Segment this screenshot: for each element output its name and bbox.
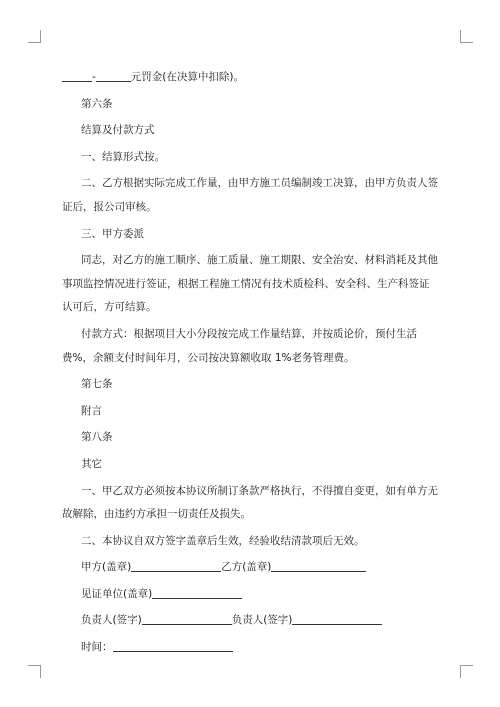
signature-witness-line: 见证单位(盖章) (62, 583, 438, 607)
signature-party-line: 甲方(盖章) 乙方(盖章) (62, 556, 438, 580)
supervision-paragraph: 同志，对乙方的施工顺序、施工质量、施工期限、安全治安、材料消耗及其他事项监控情况进行签证，根据工程施工情况有技术质检科、安全科、生产科签证认可后，方可结算。 (62, 254, 438, 314)
blank-field (62, 69, 92, 82)
clause-supervisor: 三、甲方委派 (81, 227, 144, 240)
date-blank (113, 639, 233, 652)
clause-effective: 二、本协议自双方签字盖章后生效，经验收结清款项后无效。 (81, 534, 365, 547)
article-8-heading: 第八条 (81, 431, 113, 444)
signature-blank (152, 586, 242, 599)
crop-mark-top-left (28, 30, 41, 43)
blank-field (96, 69, 131, 82)
signature-blank (142, 612, 232, 625)
signature-blank (131, 559, 221, 572)
payment-paragraph: 付款方式：根据项目大小分段按完成工作量结算，并按质论价，预付生活费%，余额支付时间年月，公司按决算额收取 1%老务管理费。 (62, 327, 417, 364)
signature-responsible-line: 负责人(签字) 负责人(签字) (62, 609, 438, 633)
signature-blank (271, 559, 366, 572)
signature-blank (292, 612, 382, 625)
document-body (62, 66, 438, 660)
article-6-title: 结算及付款方式 (81, 124, 155, 137)
crop-mark-bottom-left (28, 665, 41, 678)
crop-mark-top-right (460, 30, 473, 43)
article-8-title: 其它 (81, 457, 102, 470)
article-7-title: 附言 (81, 404, 102, 417)
signature-time-line: 时间： (62, 636, 438, 660)
article-6-heading: 第六条 (81, 97, 113, 110)
clause-obligation: 一、甲乙双方必须按本协议所制订条款严格执行，不得擅自变更，如有单方无故解除，由违约方承担一切责任及损失。 (62, 484, 438, 521)
article-7-heading: 第七条 (81, 378, 113, 391)
clause-settlement-form: 一、结算形式按。 (81, 150, 165, 163)
crop-mark-bottom-right (460, 665, 473, 678)
penalty-line: - 元罚金(在决算中扣除)。 (62, 66, 438, 90)
clause-settlement-basis: 二、乙方根据实际完成工作量，由甲方施工员编制竣工决算，由甲方负责人签证后，报公司审核。 (62, 177, 438, 213)
